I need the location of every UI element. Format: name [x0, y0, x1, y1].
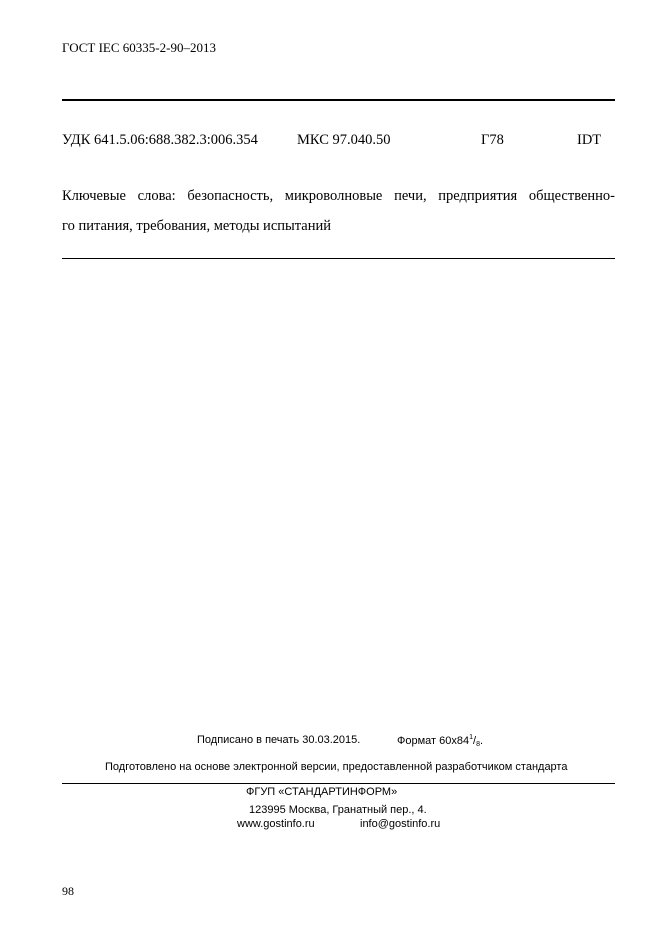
imprint-divider	[62, 783, 615, 784]
mks-code: МКС 97.040.50	[297, 132, 391, 148]
header-divider	[62, 99, 615, 101]
print-format-numerator: 1	[469, 734, 474, 741]
publisher-name: ФГУП «СТАНДАРТИНФОРМ»	[246, 786, 398, 798]
keywords-paragraph	[62, 181, 615, 241]
print-format-suffix: .	[479, 735, 484, 747]
keywords-line-1: Ключевые слова: безопасность, микроволновые печи, предприятия общественно-	[62, 188, 615, 204]
print-format-prefix: Формат 60x84	[397, 735, 470, 747]
standard-code: ГОСТ IEC 60335-2-90–2013	[62, 40, 216, 55]
keywords-divider	[62, 258, 615, 259]
print-format-denominator: 8	[476, 741, 480, 748]
publisher-address: 123995 Москва, Гранатный пер., 4.	[249, 804, 427, 816]
equivalence-degree: IDT	[577, 132, 602, 148]
print-format: Формат $60x84^1/_8$.	[397, 734, 484, 748]
keywords-line-2: го питания, требования, методы испытаний	[62, 218, 331, 234]
signed-to-print: Подписано в печать 30.03.2015.	[197, 734, 361, 746]
group-code: Г78	[481, 132, 504, 148]
publisher-website: www.gostinfo.ru	[237, 818, 315, 830]
page-number: 98	[62, 884, 74, 898]
publisher-email: info@gostinfo.ru	[360, 818, 441, 830]
udk-code: УДК 641.5.06:688.382.3:006.354	[62, 132, 258, 148]
prepared-note: Подготовлено на основе электронной версии, предоставленной разработчиком стандарта	[105, 761, 568, 773]
